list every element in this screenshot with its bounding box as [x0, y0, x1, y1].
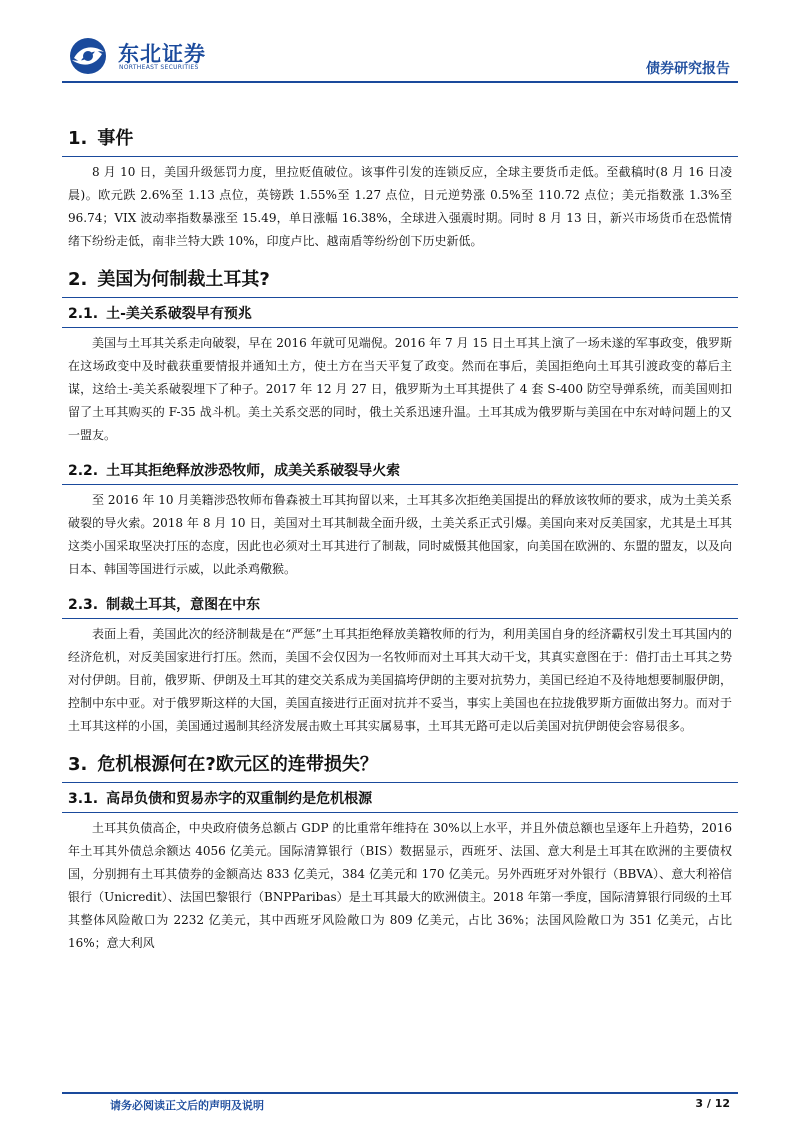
report-type-label: 债券研究报告 — [646, 61, 730, 77]
company-logo — [68, 36, 238, 76]
subsection-heading-2-1: 2.1. 土-美关系破裂早有预兆 — [62, 298, 738, 328]
page-footer — [0, 1084, 800, 1124]
page-number: 3 / 12 — [695, 1097, 730, 1110]
header-divider — [62, 81, 738, 83]
subsection-3-1-paragraph: 土耳其负债高企，中央政府债务总额占 GDP 的比重常年维持在 30%以上水平，并且外债总额也呈逐年上升趋势，2016 年土耳其外债总余额达 4056 亿美元。国际清算银行（BIS）数据显示，西班牙、法国、意大利是土耳其在欧洲的主要债权国，分别拥有土耳其债券的金额高达 833 亿美元，384 亿美元和 170 亿美元。另外西班牙对外银行（BBVA）、意大利裕信银行（Unicredit）、法国巴黎银行（BNPParibas）是土耳其最大的欧洲债主。2018 年第一季度，国际清算银行同级的土耳其整体风险敞口为 2232 亿美元，其中西班牙风险敞口为 809 亿美元，占比 36%；法国风险敞口为 351 亿美元，占比 16%；意大利风 — [68, 821, 732, 950]
subsection-2-3-paragraph: 表面上看，美国此次的经济制裁是在“严惩”土耳其拒绝释放美籍牧师的行为，利用美国自身的经济霸权引发土耳其国内的经济危机，对反美国家进行打压。然而，美国不会仅因为一名牧师而对土耳其大动干戈，其真实意图在于：借打击土耳其之势对付伊朗。目前，俄罗斯、伊朗及土耳其的建交关系成为美国搞垮伊朗的主要对抗势力，美国已经迫不及待地想要制服伊朗，控制中东中亚。对于俄罗斯这样的大国，美国直接进行正面对抗并不妥当，事实上美国也在拉拢俄罗斯方面做出努力。而对于土耳其这样的小国，美国通过遏制其经济发展击败土耳其实属易事，土耳其无路可走以后美国对抗伊朗使会容易很多。 — [68, 627, 732, 733]
subsection-heading-3-1: 3.1. 高昂负债和贸易赤字的双重制约是危机根源 — [62, 783, 738, 813]
page-header — [0, 0, 800, 90]
subsection-heading-2-2: 2.2. 土耳其拒绝释放涉恐牧师，成美关系破裂导火索 — [62, 455, 738, 485]
subsection-heading-2-3: 2.3. 制裁土耳其，意图在中东 — [62, 589, 738, 619]
document-body — [62, 120, 738, 963]
section-heading-1: 1. 事件 — [62, 120, 738, 157]
subsection-2-1-paragraph: 美国与土耳其关系走向破裂，早在 2016 年就可见端倪。2016 年 7 月 15 日土耳其上演了一场未遂的军事政变，俄罗斯在这场政变中及时截获重要情报并通知土方，使土方在当天平复了政变。然而在事后，美国拒绝向土耳其引渡政变的幕后主谋，这给土-美关系破裂埋下了种子。2017 年 12 月 27 日，俄罗斯为土耳其提供了 4 套 S-400 防空导弹系统，而美国则扣留了土耳其购买的 F-35 战斗机。美土关系交恶的同时，俄土关系迅速升温。土耳其成为俄罗斯与美国在中东对峙问题上的又一盟友。 — [68, 336, 732, 442]
footer-disclaimer: 请务必阅读正文后的声明及说明 — [110, 1099, 264, 1112]
section-heading-2: 2. 美国为何制裁土耳其? — [62, 261, 738, 298]
section-heading-3: 3. 危机根源何在?欧元区的连带损失？ — [62, 746, 738, 783]
subsection-2-2-paragraph: 至 2016 年 10 月美籍涉恐牧师布鲁森被土耳其拘留以来，土耳其多次拒绝美国提出的释放该牧师的要求，成为土美关系破裂的导火索。2018 年 8 月 10 日，美国对土耳其制裁全面升级，土美关系正式引爆。美国向来对反美国家，尤其是土耳其这类小国采取坚决打压的态度，因此也必须对土耳其进行了制裁，同时威慑其他国家，向美国在欧洲的、东盟的盟友，以及向日本、韩国等国进行示威，以此杀鸡儆猴。 — [68, 493, 732, 576]
logo-mark-icon — [68, 36, 112, 76]
logo-english-name: NORTHEAST SECURITIES — [119, 64, 199, 71]
section-1-paragraph: 8 月 10 日，美国升级惩罚力度，里拉贬值破位。该事件引发的连锁反应，全球主要货币走低。至截稿时(8 月 16 日凌晨)。欧元跌 2.6%至 1.13 点位，英镑跌 1.55%至 1.27 点位，日元逆势涨 0.5%至 110.72 点位；美元指数涨 1.3%至 96.74；VIX 波动率指数暴涨至 15.49，单日涨幅 16.38%，全球进入强震时期。同时 8 月 13 日，新兴市场货币在恐慌情绪下纷纷走低，南非兰特大跌 10%，印度卢比、越南盾等纷纷创下历史新低。 — [68, 165, 732, 248]
footer-divider — [62, 1092, 738, 1094]
logo-chinese-name: 东北证券 — [118, 42, 206, 66]
